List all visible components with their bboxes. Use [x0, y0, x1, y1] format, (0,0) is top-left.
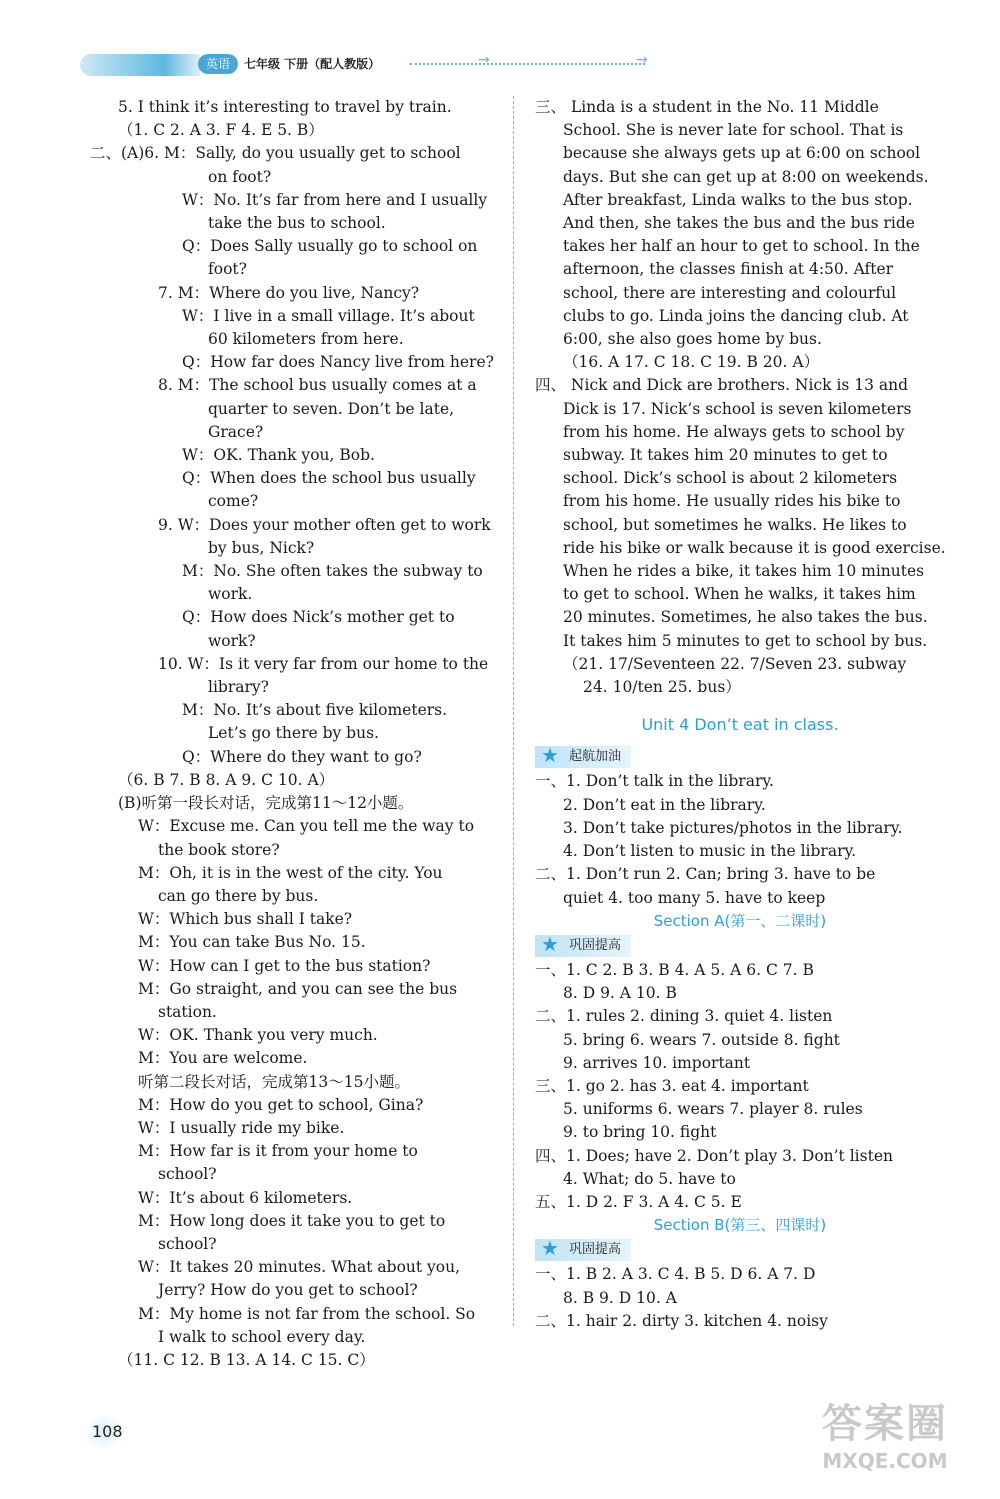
text-line: the book store? — [158, 840, 280, 859]
text-line: because she always gets up at 6:00 on school — [563, 144, 921, 163]
text-line: Dick is 17. Nick’s school is seven kilometers — [563, 399, 912, 418]
text-line: W：Which bus shall I take? — [138, 910, 353, 929]
answer-line: 4. Don’t listen to music in the library. — [563, 842, 857, 861]
text-line: takes her half an hour to get to school. In the — [563, 237, 920, 256]
section-a-answers — [535, 959, 945, 1214]
text-line: foot? — [208, 260, 247, 279]
answer-line: 一、1. Don’t talk in the library. — [535, 772, 774, 791]
text-line: M：How far is it from your home to — [138, 1142, 418, 1161]
answer-line: quiet 4. too many 5. have to keep — [563, 888, 826, 907]
section-tag — [535, 931, 631, 957]
text-line: school, but sometimes he walks. He likes to — [563, 515, 907, 534]
text-line: M：Oh, it is in the west of the city. You — [138, 863, 443, 882]
arrow-right-icon: → — [478, 52, 490, 68]
text-line: 24. 10/ten 25. bus） — [583, 678, 741, 697]
answer-line: 9. arrives 10. important — [563, 1053, 751, 1072]
text-line: W：It takes 20 minutes. What about you, — [138, 1258, 461, 1277]
text-line: It takes him 5 minutes to get to school by bus. — [563, 631, 928, 650]
text-line: 60 kilometers from here. — [208, 330, 404, 349]
text-line: M：No. It’s about five kilometers. — [182, 701, 448, 720]
text-line: work. — [208, 585, 253, 604]
text-line: （6. B 7. B 8. A 9. C 10. A） — [118, 770, 335, 789]
text-line: school? — [158, 1234, 217, 1253]
text-line: clubs to go. Linda joins the dancing club. At — [563, 306, 909, 325]
text-line: W：I live in a small village. It’s about — [182, 306, 475, 325]
text-line: quarter to seven. Don’t be late, — [208, 399, 455, 418]
text-line: 三、 Linda is a student in the No. 11 Middle — [535, 98, 879, 116]
text-line: library? — [208, 678, 269, 697]
answer-line: 2. Don’t eat in the library. — [563, 795, 766, 814]
text-line: I walk to school every day. — [158, 1327, 366, 1346]
text-line: work? — [208, 631, 256, 650]
text-line: station. — [158, 1002, 217, 1021]
text-line: M：You can take Bus No. 15. — [138, 933, 366, 952]
text-line: （16. A 17. C 18. C 19. B 20. A） — [563, 353, 820, 372]
text-line: M：My home is not far from the school. So — [138, 1304, 476, 1323]
reading-answers — [535, 96, 945, 699]
section-tag — [535, 1236, 631, 1261]
unit-title: Unit 4 Don’t eat in class. — [641, 715, 839, 735]
text-line: subway. It takes him 20 minutes to get to — [563, 446, 888, 465]
text-line: 9. W：Does your mother often get to work — [158, 515, 491, 534]
page-number: 108 — [92, 1422, 123, 1441]
text-line: 四、 Nick and Dick are brothers. Nick is 13 and — [535, 376, 909, 395]
section-b-answers — [535, 1263, 945, 1333]
text-line: come? — [208, 492, 259, 511]
text-line: 20 minutes. Sometimes, he also takes the bus. — [563, 608, 928, 627]
tag-label: 巩固提高 — [569, 1242, 622, 1258]
text-line: to get to school. When he walks, it takes him — [563, 585, 916, 604]
section-tag — [535, 743, 631, 768]
section-b-title: Section B(第三、四课时) — [653, 1216, 827, 1235]
star-icon: ★ — [541, 1236, 559, 1261]
answer-line: 二、1. rules 2. dining 3. quiet 4. listen — [535, 1007, 833, 1026]
text-line: ride his bike or walk because it is good exercise. — [563, 538, 946, 557]
text-line: Q：Where do they want to go? — [182, 747, 422, 766]
text-line: Let’s go there by bus. — [208, 724, 379, 743]
star-icon: ★ — [541, 931, 559, 956]
text-line: 6:00, she also goes home by bus. — [563, 330, 822, 349]
header-ribbon — [80, 54, 200, 76]
section-a-title: Section A(第一、二课时) — [653, 911, 827, 930]
text-line: Grace? — [208, 422, 264, 441]
answer-line: 二、1. hair 2. dirty 3. kitchen 4. noisy — [535, 1311, 828, 1330]
text-line: Q：When does the school bus usually — [182, 469, 476, 488]
answer-line: 四、1. Does; have 2. Don’t play 3. Don’t listen — [535, 1146, 893, 1165]
warmup-answers — [535, 770, 945, 909]
answer-line: 8. B 9. D 10. A — [563, 1288, 677, 1307]
text-line: （1. C 2. A 3. F 4. E 5. B） — [118, 121, 324, 140]
text-line: W：OK. Thank you very much. — [138, 1026, 378, 1045]
text-line: W：It’s about 6 kilometers. — [138, 1188, 353, 1207]
answer-line: 5. bring 6. wears 7. outside 8. fight — [563, 1030, 840, 1049]
text-line: M：No. She often takes the subway to — [182, 562, 483, 581]
text-line: When he rides a bike, it takes him 10 minutes — [563, 562, 925, 581]
text-line: Q：How does Nick’s mother get to — [182, 608, 455, 627]
answer-line: 8. D 9. A 10. B — [563, 984, 677, 1003]
text-line: school, there are interesting and colourful — [563, 283, 897, 302]
text-line: And then, she takes the bus and the bus ride — [563, 214, 915, 233]
watermark — [790, 1399, 980, 1489]
answer-line: 一、1. B 2. A 3. C 4. B 5. D 6. A 7. D — [535, 1265, 816, 1284]
text-line: 二、(A)6. M：Sally, do you usually get to school — [90, 144, 461, 163]
answer-line: 一、1. C 2. B 3. B 4. A 5. A 6. C 7. B — [535, 960, 814, 979]
text-line: school? — [158, 1165, 217, 1184]
text-line: M：How do you get to school, Gina? — [138, 1095, 424, 1114]
answer-line: 3. Don’t take pictures/photos in the library. — [563, 818, 903, 837]
grade-info: 七年级 下册（配人教版） — [244, 57, 381, 71]
text-line: Q：How far does Nancy live from here? — [182, 353, 494, 372]
text-line: After breakfast, Linda walks to the bus stop. — [563, 190, 913, 209]
text-line: M：Go straight, and you can see the bus — [138, 979, 458, 998]
answer-line: 五、1. D 2. F 3. A 4. C 5. E — [535, 1192, 742, 1211]
text-line: Jerry? How do you get to school? — [158, 1281, 418, 1300]
right-column — [535, 96, 945, 1333]
text-line: from his home. He always gets to school by — [563, 422, 905, 441]
text-line: 7. M：Where do you live, Nancy? — [158, 283, 420, 302]
text-line: can go there by bus. — [158, 886, 319, 905]
answer-line: 三、1. go 2. has 3. eat 4. important — [535, 1076, 809, 1095]
page-header — [80, 48, 660, 78]
left-column — [90, 96, 500, 1372]
text-line: （21. 17/Seventeen 22. 7/Seven 23. subway — [563, 654, 907, 673]
header-dotted-line — [410, 63, 645, 65]
text-line: M：You are welcome. — [138, 1049, 308, 1068]
text-line: 5. I think it’s interesting to travel by train. — [118, 98, 452, 116]
answer-line: 4. What; do 5. have to — [563, 1169, 736, 1188]
answer-line: 二、1. Don’t run 2. Can; bring 3. have to be — [535, 865, 876, 884]
watermark-logo: 答案圈 — [822, 1401, 948, 1447]
text-line: by bus, Nick? — [208, 538, 315, 557]
text-line: W：I usually ride my bike. — [138, 1118, 345, 1137]
star-icon: ★ — [541, 743, 559, 768]
text-line: afternoon, the classes finish at 4:50. After — [563, 260, 894, 279]
answer-line: 5. uniforms 6. wears 7. player 8. rules — [563, 1100, 863, 1119]
text-line: (B)听第一段长对话，完成第11～12小题。 — [118, 794, 414, 813]
text-line: Q：Does Sally usually go to school on — [182, 237, 478, 256]
text-line: W：Excuse me. Can you tell me the way to — [138, 817, 475, 836]
text-line: take the bus to school. — [208, 214, 386, 233]
subject-badge: 英语 — [198, 54, 238, 74]
arrow-right-icon: → — [636, 52, 648, 68]
text-line: W：OK. Thank you, Bob. — [182, 446, 375, 465]
text-line: school. Dick’s school is about 2 kilometers — [563, 469, 898, 488]
text-line: School. She is never late for school. That is — [563, 121, 904, 140]
column-divider — [513, 96, 514, 1326]
tag-label: 巩固提高 — [569, 937, 622, 953]
text-line: days. But she can get up at 8:00 on weekends. — [563, 167, 929, 186]
text-line: 听第二段长对话，完成第13～15小题。 — [138, 1072, 410, 1091]
text-line: M：How long does it take you to get to — [138, 1211, 446, 1230]
text-line: （11. C 12. B 13. A 14. C 15. C） — [118, 1350, 375, 1369]
text-line: W：How can I get to the bus station? — [138, 956, 431, 975]
text-line: 8. M：The school bus usually comes at a — [158, 376, 477, 395]
text-line: 10. W：Is it very far from our home to the — [158, 654, 489, 673]
text-line: on foot? — [208, 167, 272, 186]
watermark-url: MXQE.COM — [822, 1449, 948, 1473]
text-line: W：No. It’s far from here and I usually — [182, 190, 488, 209]
text-line: from his home. He usually rides his bike to — [563, 492, 901, 511]
tag-label: 起航加油 — [569, 749, 622, 765]
answer-line: 9. to bring 10. fight — [563, 1123, 717, 1142]
